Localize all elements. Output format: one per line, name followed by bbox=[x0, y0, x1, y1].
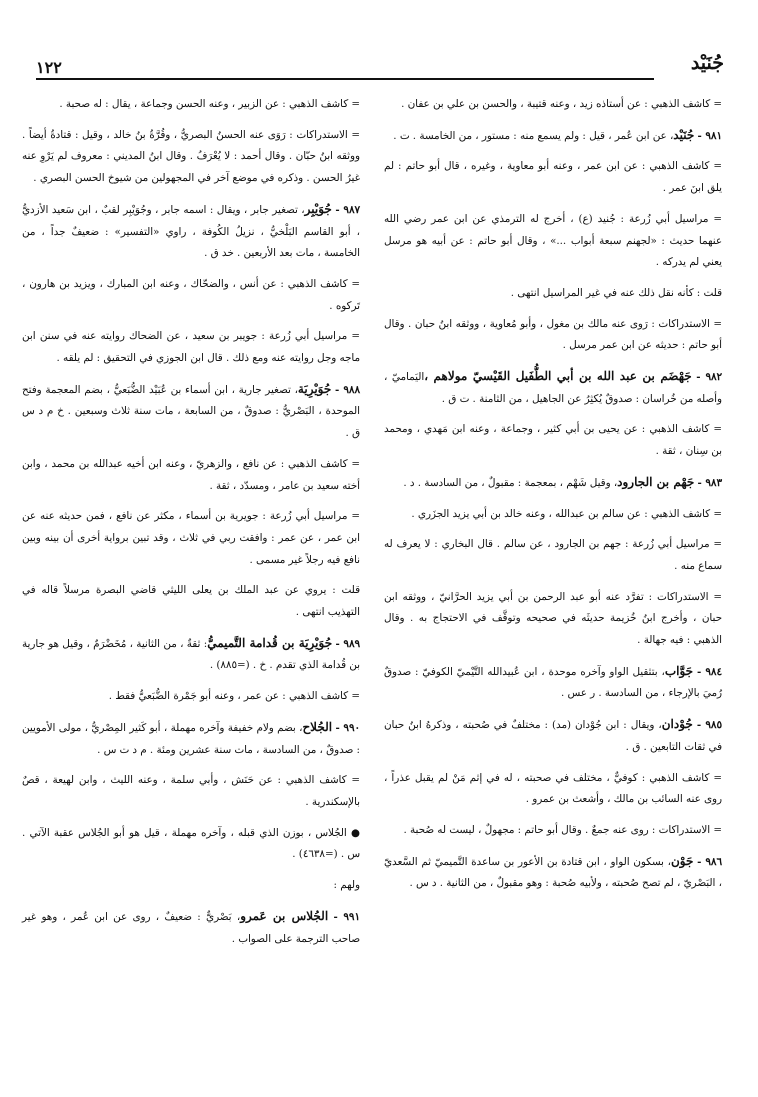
entry-name: جَوَّاب bbox=[664, 663, 694, 678]
entry-text: ● الجُلاس ، بوزن الذي قبله ، وآخره مهملة ، قيل هو أبو الجُلاس عقبة الآتي . س . (=٤٦٣٨) . bbox=[22, 826, 360, 861]
entry-text: ، بَصْريٌّ : ضعيفٌ ، روى عن ابن عُمر ، وهو غير صاحب الترجمة على الصواب . bbox=[22, 910, 360, 945]
biography-entry bbox=[384, 366, 722, 410]
entry-number: ٩٨٥ - bbox=[696, 719, 722, 732]
page-number: ١٢٢ bbox=[36, 58, 62, 77]
entry-text: = مراسيل أبي زُرعة : جويرية بن أسماء ، مكثر عن نافع ، فمن حديثه عنه عن ابن عمر ، عن عمر : وافقت ربي في ثلاث ، وقد تبين برواية أخرى أن بينه وبين نافع فيه رجلاً غير مسمى . bbox=[22, 510, 360, 566]
entry-text: = كاشف الذهبي : عن أنس ، والضحّاك ، وعنه ابن المبارك ، ويزيد بن هارون ، تَركوه . bbox=[22, 277, 360, 312]
entry-text: = الاستدراكات : رَوى عنه مالك بن مغول ، وأبو مُعاوية ، ووثقه ابنُ حبان . وقال أبو حاتم : حديثه عن ابن عمر مرسل . bbox=[384, 317, 722, 352]
entry-paragraph bbox=[22, 454, 360, 497]
biography-entry bbox=[384, 125, 722, 148]
entry-paragraph bbox=[384, 209, 722, 274]
entry-name: جَهْضَم بن عبد الله بن أبي الطُّفَيل القَيْسيّ مولاهم ، bbox=[424, 369, 692, 384]
entry-paragraph bbox=[22, 823, 360, 866]
entry-text: ولهم : bbox=[333, 879, 360, 892]
entry-name: جُوَيْرِيَة بن قُدامة التَّميميُّ bbox=[207, 635, 333, 650]
entry-paragraph bbox=[384, 283, 722, 305]
entry-name: جُوَيْبِر bbox=[304, 201, 332, 216]
entry-text: اليَماميّ ، وأصله من خُراسان : صدوقٌ يُكثِرُ عن الجاهيل ، من الثامنة . ت ق . bbox=[384, 371, 722, 405]
entry-paragraph bbox=[22, 94, 360, 116]
entry-number: ٩٨١ - bbox=[697, 129, 722, 142]
entry-text: قلت : كأنه نقل ذلك عنه في غير المراسيل انتهى . bbox=[510, 286, 722, 299]
entry-number: ٩٨٤ - bbox=[696, 665, 722, 678]
entry-number: ٩٨٨ - bbox=[335, 383, 360, 396]
entry-text: = الاستدراكات : تفرَّد عنه أبو عبد الرحمن بن أبي يزيد الحرَّانيّ ، ووثقه ابن حبان ، وأخرج ابنُ خُزيمة حديثَه في صحيحه وتوقَّف في الاحتجاج به . وقال الذهبي : فيه جهالة . bbox=[384, 590, 722, 647]
entry-number: ٩٨٧ - bbox=[335, 203, 361, 216]
entry-text: ، عن ابن عُمر ، قيل : ولم يسمع منه : مستور ، من الخامسة . ت . bbox=[393, 129, 674, 142]
biography-entry bbox=[384, 714, 722, 758]
entry-text: ، وقيل شَهْم ، بمعجمة : مقبولٌ ، من السادسة . د . bbox=[403, 476, 618, 489]
entry-number: ٩٩٠ - bbox=[335, 721, 361, 734]
biography-entry bbox=[384, 661, 722, 705]
entry-text: = كاشف الذهبي : عن حَنَش ، وأبي سلمة ، وعنه الليث ، وابن لهيعة ، قصٌ بالإسكندرية . bbox=[22, 774, 360, 808]
entry-name: جُوَيْرِيَة bbox=[297, 381, 332, 396]
entry-paragraph bbox=[22, 326, 360, 369]
entry-number: ٩٩١ - bbox=[333, 910, 360, 923]
entry-name: جُوْدان bbox=[661, 717, 693, 732]
entry-paragraph bbox=[384, 820, 722, 842]
entry-text: = كاشف الذهبي : عن سالم بن عبدالله ، وعنه خالد بن أبي يزيد الجزَري . bbox=[411, 507, 722, 520]
entry-text: = كاشف الذهبي : عن الزبير ، وعنه الحسن وجماعة ، يقال : له صحبة . bbox=[59, 98, 360, 110]
entry-number: ٩٨٦ - bbox=[697, 855, 722, 868]
entry-paragraph bbox=[22, 875, 360, 897]
entry-text: = الاستدراكات : روى عنه جمعٌ . وقال أبو حاتم : مجهولٌ ، ليست له صُحبة . bbox=[403, 823, 722, 836]
entry-paragraph bbox=[22, 686, 360, 708]
entry-paragraph bbox=[384, 504, 722, 526]
entry-text: = كاشف الذهبي : عن ابن عمر ، وعنه أبو معاوية ، وغيره ، قال أبو حاتم : لم يلق ابنَ عمر . bbox=[384, 160, 722, 195]
entry-text: = مراسيل أبي زُرعة : جويبر بن سعيد ، عن الضحاك روايته عنه في سنن ابن ماجه وجل روايته عنه ومع ذلك . قال ابن الجوزي في التحقيق : لم يلقه . bbox=[22, 330, 360, 365]
entry-paragraph bbox=[384, 314, 722, 357]
entry-name: جَهْم بن الجارود bbox=[617, 474, 695, 489]
right-column bbox=[384, 94, 722, 904]
entry-paragraph bbox=[384, 419, 722, 462]
entry-paragraph bbox=[384, 94, 722, 116]
entry-text: = كاشف الذهبي : كوفيٌّ ، مختلف في صحبته ، له في إثم مَنْ لم يقبل عذراً ، روى عنه السائب بن مالك ، وأشعث بن عمرو . bbox=[384, 771, 722, 806]
entry-text: = كاشف الذهبي : عن أستاذه زيد ، وعنه قتيبة ، والحسن بن علي بن عفان . bbox=[401, 98, 722, 110]
entry-paragraph bbox=[22, 580, 360, 623]
entry-text: = كاشف الذهبي : عن نافع ، والزهريّ ، وعنه ابن أخيه عبدالله بن محمد ، وابن أخته سعيد بن عامر ، ومسدّد ، ثقة . bbox=[22, 457, 360, 492]
entry-text: ، بسكون الواو ، ابن قتادة بن الأعور بن ساعدة التَّميميّ ثم السَّعديّ ، البَصْريّ ، لم تصح صُحبته ، ولأبيه صُحبة : وهو مقبولٌ ، من الثانية . د س . bbox=[384, 855, 722, 890]
entry-paragraph bbox=[22, 506, 360, 571]
entry-number: ٩٨٩ - bbox=[335, 637, 361, 650]
entry-name: الجُلاس بن عَمرو bbox=[240, 908, 329, 923]
biography-entry bbox=[22, 906, 360, 950]
entry-text: ، بتثقيل الواو وآخره موحدة ، ابن عُبيدالله التَّيْميّ الكوفيّ : صدوقٌ رُميَ بالإرجاء ، من السادسة . ر عس . bbox=[384, 665, 722, 700]
entry-number: ٩٨٣ - bbox=[697, 476, 722, 489]
entry-text: : ثقةٌ ، من الثانية ، مُخَضْرَمٌ ، وقيل هو جارية بن قُدامة الذي تقدم . خ . (=٨٨٥) . bbox=[22, 637, 360, 672]
entry-paragraph bbox=[384, 156, 722, 199]
running-head: جُنَيْد bbox=[690, 52, 724, 74]
entry-text: ، تصغير جابر ، ويقال : اسمه جابر ، وجُوَيْبِر لقبٌ ، ابن سَعيد الأزديُّ ، أبو القاسم البَلْخيُّ ، نزيلُ الكُوفة ، راوي «التفسير» : ضعيفٌ جداً ، من الخامسة ، مات بعد الأربعين . خد ق . bbox=[22, 203, 360, 260]
biography-entry bbox=[384, 851, 722, 895]
entry-text: ، تصغير جارية ، ابن أسماء بن عُبَيْد الضُّبَعيُّ ، بضم المعجمة وفتح الموحدة ، البَصْريُّ : صدوقٌ ، من السابعة ، مات سنة ثلاث وسبعين . خ م د س ق . bbox=[22, 383, 360, 440]
entry-text: ، بضم ولام خفيفة وآخره مهملة ، أبو كَثير المِصْريُّ ، مولى الأمويين : صدوقٌ ، من السادسة ، مات سنة عشرين ومئة . م د ت س . bbox=[22, 721, 360, 756]
entry-text: = مراسيل أبي زُرعة : جُنيد (ع) ، أخرج له الترمذي عن ابن عمر رضي الله عنهما حديث : «لجهنم سبعة أبواب ...» ، وقال أبو حاتم : عن أبيه هو مرسل يعني لم يدركه . bbox=[384, 212, 722, 269]
page-header bbox=[36, 52, 724, 84]
biography-entry bbox=[22, 379, 360, 445]
entry-paragraph bbox=[384, 587, 722, 652]
entry-text: = كاشف الذهبي : عن يحيى بن أبي كثير ، وجماعة ، وعنه ابن مَهدي ، ومحمد بن سِنان ، ثقة . bbox=[384, 423, 722, 458]
biography-entry bbox=[22, 717, 360, 761]
biography-entry bbox=[22, 199, 360, 265]
entry-number: ٩٨٢ - bbox=[696, 371, 723, 384]
entry-paragraph bbox=[22, 770, 360, 813]
entry-text: = الاستدراكات : رَوَى عنه الحسنُ البصريُّ ، وقُرَّةُ بنُ خالد ، وقيل : قتادةُ أيضاً . ووثقه ابنُ حبّان . وقال أحمد : لا يُعْرَفُ . وقال ابنُ المديني : معروف لم يَرْوِ عنه غيرُ الحسن . وذكره في موضع آخر في المجهولين من شيوخ الحسن البصري . bbox=[22, 128, 360, 185]
entry-paragraph bbox=[384, 768, 722, 811]
biography-entry bbox=[384, 472, 722, 495]
header-rule bbox=[36, 78, 654, 80]
entry-text: قلت : يروي عن عبد الملك بن يعلى الليثي قاضي البصرة مرسلاً قاله في التهذيب انتهى . bbox=[22, 584, 360, 619]
entry-text: ، ويقال : ابن جُوْدان (مد) : مختلفٌ في صُحبته ، وذكرهُ ابنُ حبان في ثقات التابعين . ق . bbox=[384, 719, 722, 753]
entry-name: جُنَيْد bbox=[673, 127, 695, 142]
left-column bbox=[22, 94, 360, 959]
entry-text: = مراسيل أبي زُرعة : جهم بن الجارود ، عن سالم . قال البخاري : لا يعرف له سماع منه . bbox=[384, 538, 722, 572]
biography-entry bbox=[22, 633, 360, 677]
entry-text: = كاشف الذهبي : عن عمر ، وعنه أبو جَمْرة الضُّبَعيُّ فقط . bbox=[108, 690, 360, 703]
entry-name: جَوْن bbox=[670, 853, 694, 868]
entry-paragraph bbox=[384, 534, 722, 577]
entry-paragraph bbox=[22, 125, 360, 190]
entry-name: الجُلاح bbox=[302, 719, 333, 734]
entry-paragraph bbox=[22, 274, 360, 317]
